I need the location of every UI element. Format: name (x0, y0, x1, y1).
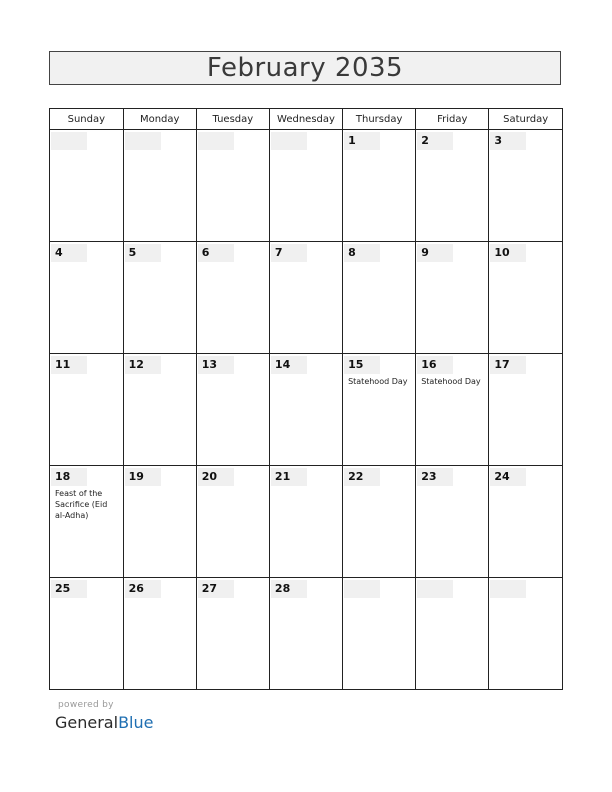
day-cell[interactable] (123, 130, 196, 242)
day-number (271, 132, 307, 150)
day-cell[interactable] (196, 578, 269, 690)
month-title: February 2035 (206, 53, 404, 83)
day-number: 12 (125, 356, 161, 374)
week-row (50, 130, 562, 242)
day-number: 1 (344, 132, 380, 150)
weekday-header: Thursday (343, 109, 416, 130)
day-cell[interactable] (343, 242, 416, 354)
weekday-header: Wednesday (269, 109, 342, 130)
weekday-header-row (50, 109, 562, 130)
day-cell[interactable] (489, 354, 562, 466)
day-cell[interactable] (343, 354, 416, 466)
day-cell[interactable] (416, 466, 489, 578)
day-number: 27 (198, 580, 234, 598)
day-number: 2 (417, 132, 453, 150)
day-number: 11 (51, 356, 87, 374)
day-number: 22 (344, 468, 380, 486)
week-row (50, 242, 562, 354)
day-cell[interactable] (196, 242, 269, 354)
powered-by-text: powered by (58, 700, 114, 710)
day-cell[interactable] (123, 354, 196, 466)
weekday-header: Friday (416, 109, 489, 130)
weekday-header: Sunday (50, 109, 123, 130)
day-cell[interactable] (489, 578, 562, 690)
day-cell[interactable] (196, 130, 269, 242)
calendar-table (50, 109, 562, 689)
day-cell[interactable] (50, 578, 123, 690)
day-number: 26 (125, 580, 161, 598)
week-row (50, 578, 562, 690)
logo-blue-text: Blue (118, 713, 154, 732)
week-row (50, 466, 562, 578)
calendar-body (50, 130, 562, 690)
holiday-label: Statehood Day (421, 377, 481, 386)
logo-general-text: General (55, 713, 119, 732)
day-number: 4 (51, 244, 87, 262)
day-cell[interactable] (343, 130, 416, 242)
weekday-header: Tuesday (196, 109, 269, 130)
day-cell[interactable] (50, 466, 123, 578)
day-cell[interactable] (269, 354, 342, 466)
day-cell[interactable] (489, 130, 562, 242)
day-cell[interactable] (343, 466, 416, 578)
day-number: 16 (417, 356, 453, 374)
weekday-header: Saturday (489, 109, 562, 130)
day-cell[interactable] (123, 242, 196, 354)
day-number: 17 (490, 356, 526, 374)
day-number: 28 (271, 580, 307, 598)
day-cell[interactable] (416, 578, 489, 690)
day-number: 8 (344, 244, 380, 262)
day-number: 6 (198, 244, 234, 262)
day-number: 3 (490, 132, 526, 150)
day-cell[interactable] (416, 242, 489, 354)
day-number: 21 (271, 468, 307, 486)
day-cell[interactable] (416, 130, 489, 242)
day-number (490, 580, 526, 598)
day-cell[interactable] (416, 354, 489, 466)
day-cell[interactable] (196, 354, 269, 466)
day-cell[interactable] (489, 242, 562, 354)
day-cell[interactable] (123, 466, 196, 578)
day-number: 25 (51, 580, 87, 598)
day-number: 23 (417, 468, 453, 486)
holiday-label: Statehood Day (348, 377, 408, 386)
week-row (50, 354, 562, 466)
day-cell[interactable] (343, 578, 416, 690)
day-number (417, 580, 453, 598)
generalblue-logo[interactable] (55, 713, 153, 732)
day-cell[interactable] (50, 354, 123, 466)
day-cell[interactable] (123, 578, 196, 690)
day-cell[interactable] (269, 130, 342, 242)
day-number (344, 580, 380, 598)
day-number: 15 (344, 356, 380, 374)
day-number: 20 (198, 468, 234, 486)
day-number: 14 (271, 356, 307, 374)
weekday-header: Monday (123, 109, 196, 130)
day-cell[interactable] (269, 242, 342, 354)
day-number: 7 (271, 244, 307, 262)
day-number (51, 132, 87, 150)
month-title-bar (49, 51, 561, 85)
day-number: 10 (490, 244, 526, 262)
day-number: 5 (125, 244, 161, 262)
day-cell[interactable] (489, 466, 562, 578)
day-cell[interactable] (196, 466, 269, 578)
day-number: 13 (198, 356, 234, 374)
day-cell[interactable] (50, 242, 123, 354)
calendar-grid (49, 108, 563, 690)
day-number: 18 (51, 468, 87, 486)
day-number: 19 (125, 468, 161, 486)
day-number (125, 132, 161, 150)
day-cell[interactable] (269, 466, 342, 578)
day-number: 24 (490, 468, 526, 486)
day-number: 9 (417, 244, 453, 262)
holiday-label: Feast of the Sacrifice (Eid al-Adha) (55, 489, 108, 520)
day-number (198, 132, 234, 150)
day-cell[interactable] (269, 578, 342, 690)
day-cell[interactable] (50, 130, 123, 242)
